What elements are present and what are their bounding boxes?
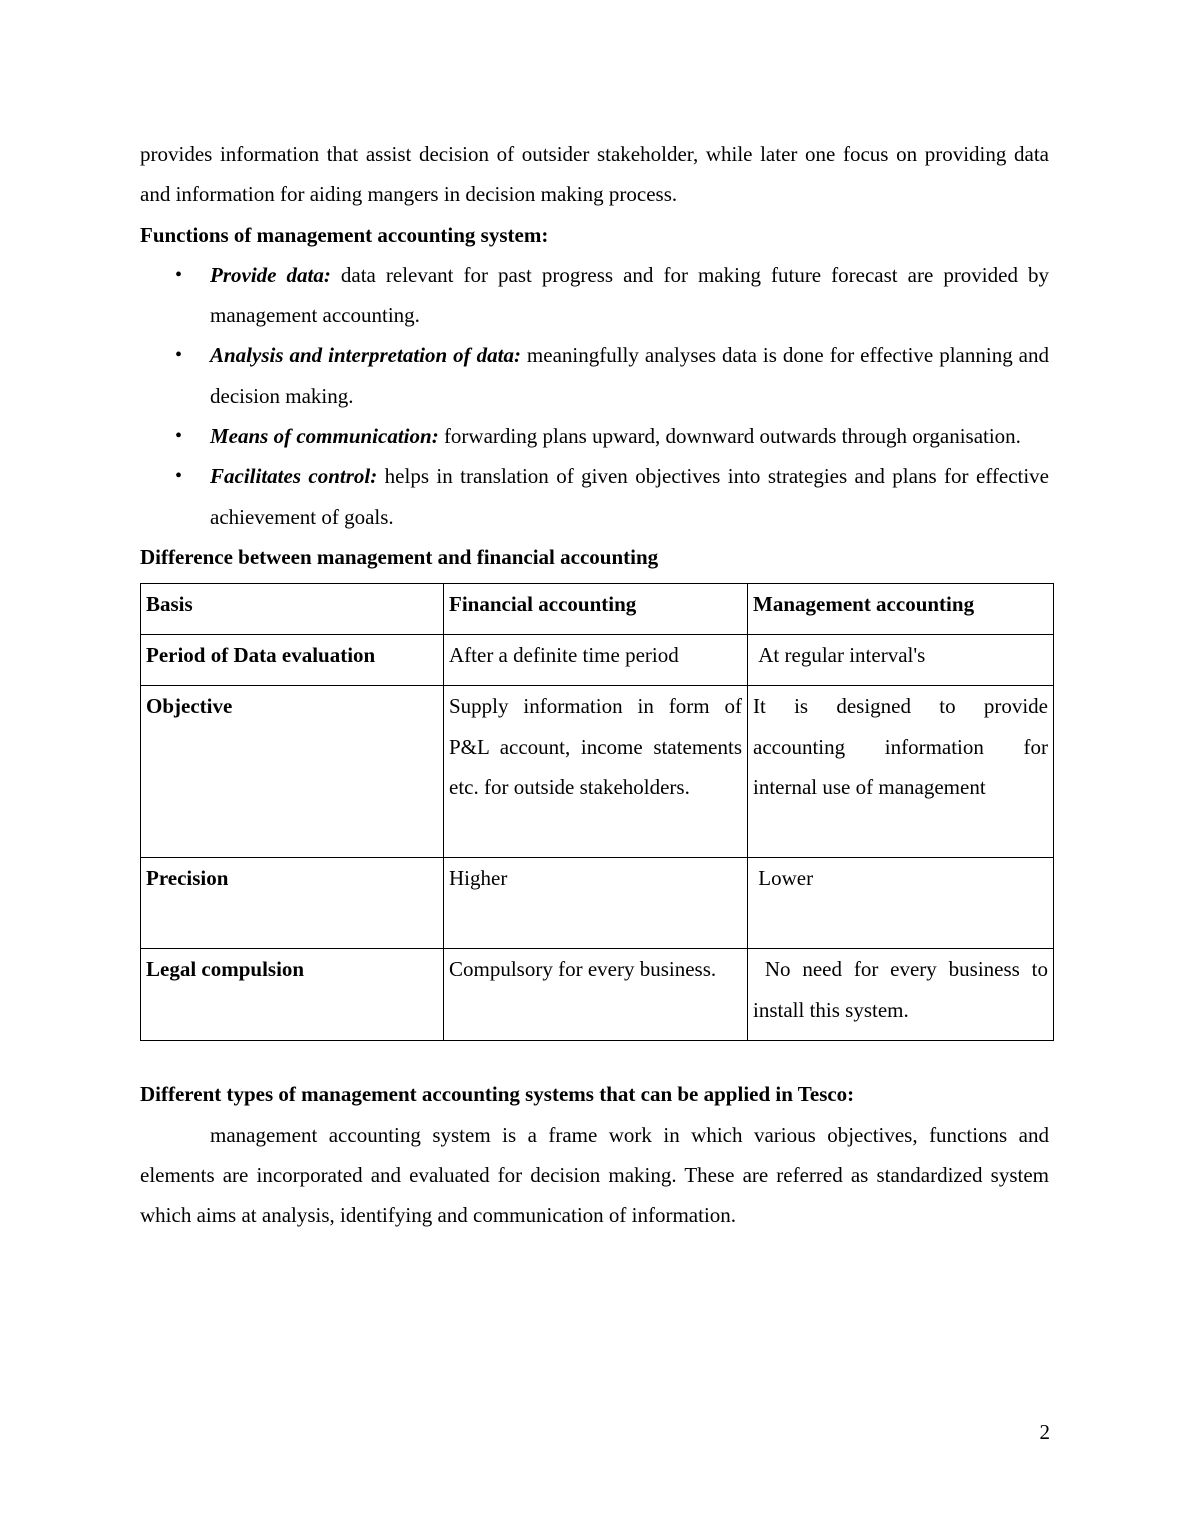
functions-heading: Functions of management accounting system: [140,222,549,247]
functions-list [140,255,1049,537]
table-row [141,949,1054,1041]
table-cell-management: No need for every business to install this system. [748,949,1054,1041]
intro-paragraph: provides information that assist decision of outsider stakeholder, while later one focus on providing data and information for aiding mangers in decision making process. [140,142,1049,207]
function-text: helps in translation of given objectives into strategies and plans for effective achievement of goals. [210,464,1050,529]
table-header-cell: Basis [141,584,444,635]
bullet-icon: • [175,344,183,367]
list-item [140,416,1049,456]
table-header-cell: Financial accounting [444,584,748,635]
difference-table [140,583,1054,1041]
table-header-cell: Management accounting [748,584,1054,635]
list-item [140,335,1049,416]
table-cell-basis: Objective [141,686,444,858]
list-item [140,456,1049,537]
table-cell-financial: Higher [444,858,748,949]
difference-heading: Difference between management and financial accounting [140,544,659,569]
types-paragraph: management accounting system is a frame work in which various objectives, functions and elements are incorporated and evaluated for decision making. These are referred as standardized system which aims at analysis, identifying and communication of information. [140,1122,1049,1228]
bullet-icon: • [175,465,183,488]
function-term: Facilitates control: [210,464,378,489]
document-body [140,134,1054,1235]
table-cell-management: At regular interval's [748,635,1054,686]
function-term: Means of communication: [210,424,439,449]
table-row [141,635,1054,686]
table-cell-management: Lower [748,858,1054,949]
types-heading: Different types of management accounting systems that can be applied in Tesco: [140,1082,855,1107]
function-term: Analysis and interpretation of data: [210,343,521,368]
function-text: meaningfully analyses data is done for effective planning and decision making. [210,343,1049,408]
bullet-icon: • [175,263,183,286]
table-cell-basis: Legal compulsion [141,949,444,1041]
function-term: Provide data: [210,262,331,287]
table-row [141,686,1054,858]
table-cell-financial: After a definite time period [444,635,748,686]
table-cell-basis: Precision [141,858,444,949]
function-text: forwarding plans upward, downward outwards through organisation. [438,424,1021,449]
table-header-row [141,584,1054,635]
table-cell-management: It is designed to provide accounting information for internal use of management [748,686,1054,858]
bullet-icon: • [175,425,183,448]
page-number: 2 [1039,1420,1050,1444]
function-text: data relevant for past progress and for making future forecast are provided by management accounting. [210,262,1049,328]
table-cell-financial: Compulsory for every business. [444,949,748,1041]
table-cell-basis: Period of Data evaluation [141,635,444,686]
list-item [140,255,1049,336]
table-row [141,858,1054,949]
table-cell-financial: Supply information in form of P&L account, income statements etc. for outside stakeholders. [444,686,748,858]
